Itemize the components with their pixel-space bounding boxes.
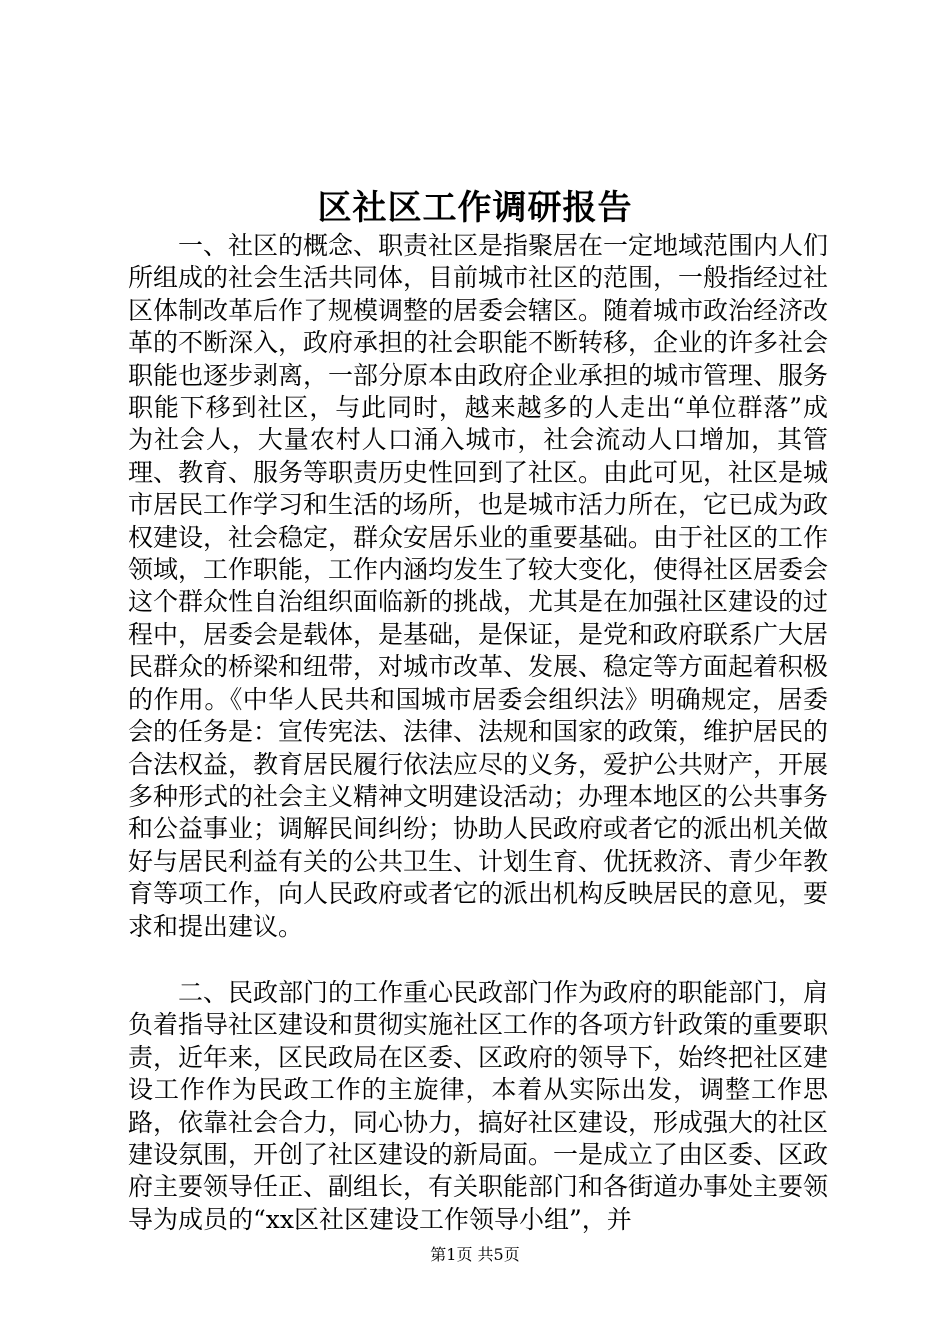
document-title: 区社区工作调研报告 <box>317 188 633 228</box>
document-body <box>128 230 828 1236</box>
paragraph-2: 二、民政部门的工作重心民政部门作为政府的职能部门，肩负着指导社区建设和贯彻实施社区工作的各项方针政策的重要职责，近年来，区民政局在区委、区政府的领导下，始终把社区建设工作作为民政工作的主旋律，本着从实际出发，调整工作思路，依靠社会合力，同心协力，搞好社区建设，形成强大的社区建设氛围，开创了社区建设的新局面。一是成立了由区委、区政府主要领导任正、副组长，有关职能部门和各街道办事处主要领导为成员的“xx区社区建设工作领导小组”，并 <box>128 977 829 1234</box>
page-footer: 第1页 共5页 <box>430 1245 520 1264</box>
paragraph-1: 一、社区的概念、职责社区是指聚居在一定地域范围内人们所组成的社会生活共同体，目前城市社区的范围，一般指经过社区体制改革后作了规模调整的居委会辖区。随着城市政治经济改革的不断深入，政府承担的社会职能不断转移，企业的许多社会职能也逐步剥离，一部分原本由政府企业承担的城市管理、服务职能下移到社区，与此同时，越来越多的人走出“单位群落”成为社会人，大量农村人口涌入城市，社会流动人口增加，其管理、教育、服务等职责历史性回到了社区。由此可见，社区是城市居民工作学习和生活的场所，也是城市活力所在，它已成为政权建设，社会稳定，群众安居乐业的重要基础。由于社区的工作领域，工作职能，工作内涵均发生了较大变化，使得社区居委会这个群众性自治组织面临新的挑战，尤其是在加强社区建设的过程中，居委会是载体，是基础，是保证，是党和政府联系广大居民群众的桥梁和纽带，对城市改革、发展、稳定等方面起着积极的作用。《中华人民共和国城市居委会组织法》明确规定，居委会的任务是：宣传宪法、法律、法规和国家的政策，维护居民的合法权益，教育居民履行依法应尽的义务，爱护公共财产，开展多种形式的社会主义精神文明建设活动；办理本地区的公共事务和公益事业；调解民间纠纷；协助人民政府或者它的派出机关做好与居民利益有关的公共卫生、计划生育、优抚救济、青少年教育等项工作，向人民政府或者它的派出机构反映居民的意见，要求和提出建议。 <box>128 231 829 941</box>
